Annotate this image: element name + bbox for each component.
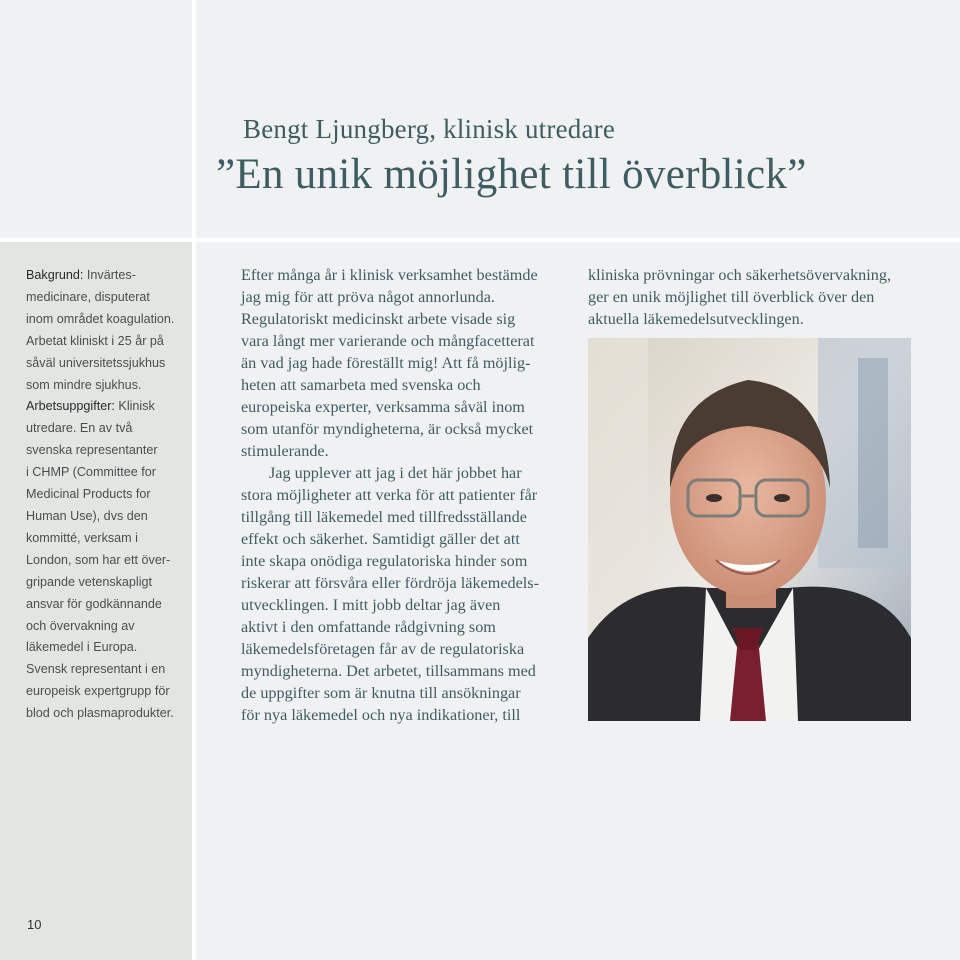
bio-line [26,703,191,725]
text-line: tillgång till läkemedel med tillfredsställande [241,508,527,526]
bio-text-segment: utredare. En av två [26,421,133,436]
bio-text-segment: Arbetat kliniskt i 25 år på [26,333,164,348]
text-line: för nya läkemedel och nya indikationer, till [241,706,521,724]
bio-line [26,659,191,681]
bio-line [26,418,191,440]
page-number: 10 [27,917,42,932]
text-line: stora möjligheter att verka för att patienter får [241,486,538,504]
bio-text-segment: Invärtes- [83,268,136,282]
article-title: ”En unik möjlighet till överblick” [216,151,807,198]
bio-line [26,484,191,506]
top-left-panel [0,0,192,238]
bio-line [26,681,191,703]
text-line: ger en unik möjlighet till överblick över den [588,288,875,306]
text-line: heten att samarbeta med svenska och [241,376,481,394]
text-line: stimulerande. [241,442,329,460]
bio-line [26,462,191,484]
text-line: Regulatoriskt medicinskt arbete visade sig [241,310,516,328]
bio-text-segment: läkemedel i Europa. [26,640,138,655]
text-line: som utanför myndigheterna, är också mycket [241,420,534,438]
text-line: Jag upplever att jag i det här jobbet har [269,464,522,482]
text-line: aktuella läkemedelsutvecklingen. [588,310,804,328]
bio-line [26,637,191,659]
bio-line [26,309,191,331]
bio-line [26,396,191,418]
bio-text-segment: Klinisk [114,399,155,414]
bio-line [26,375,191,397]
bio-text-segment: som mindre sjukhus. [26,377,142,392]
article-column-1 [241,264,571,726]
text-line: effekt och säkerhet. Samtidigt gäller det att [241,530,520,548]
text-line: de uppgifter som är knutna till ansökningar [241,684,521,702]
bio-text-segment: Medicinal Products for [26,487,151,502]
text-line: än vad jag hade föreställt mig! Att få möjlig- [241,354,531,372]
bio-label: Bakgrund: [26,268,84,282]
text-line: myndigheterna. Det arbetet, tillsammans med [241,662,536,680]
bio-text-segment: Svensk representant i en [26,662,166,677]
text-line: vara långt mer varierande och mångfacetterat [241,332,535,350]
bio-text-segment: såväl universitetssjukhus [26,355,166,370]
article-column-2 [588,264,918,330]
bio-text-segment: inom området koagulation. [26,311,175,326]
text-line: kliniska prövningar och säkerhetsövervakning, [588,266,891,284]
text-line: jag mig för att pröva något annorlunda. [241,288,495,306]
bio-text-segment: i CHMP (Committee for [26,465,156,480]
bio-line [26,440,191,462]
bio-line [26,353,191,375]
bio-line [26,506,191,528]
bio-label: Arbetsuppgifter: [26,399,115,414]
text-line: europeiska experter, verksamma såväl inom [241,398,525,416]
bio-line [26,287,191,309]
bio-text-segment: ansvar för godkännande [26,596,162,611]
text-line: aktivt i den omfattande rådgivning som [241,618,496,636]
bio-line [26,265,191,287]
bio-text-segment: Human Use), dvs den [26,508,148,523]
text-line: inte skapa onödiga regulatoriska hinder som [241,552,528,570]
bio-text-segment: gripande vetenskapligt [26,574,153,589]
text-line: Efter många år i klinisk verksamhet bestämde [241,266,538,284]
bio-line [26,331,191,353]
bio-text-segment: europeisk expertgrupp för [26,684,170,699]
text-line: utvecklingen. I mitt jobb deltar jag även [241,596,501,614]
bio-line [26,572,191,594]
bio-text-segment: London, som har ett över- [26,552,171,567]
bio-text-segment: blod och plasmaprodukter. [26,706,174,721]
bio-line [26,528,191,550]
bio-line [26,616,191,638]
bio-text-segment: medicinare, disputerat [26,289,150,304]
text-line: läkemedelsföretagen får av de regulatoriska [241,640,525,658]
bio-line [26,594,191,616]
author-name: Bengt Ljungberg, klinisk utredare [243,114,616,144]
bio-text-segment: svenska representanter [26,443,158,458]
text-line: riskerar att försvåra eller fördröja läkemedels- [241,574,539,592]
bio-text-segment: kommitté, verksam i [26,530,138,545]
bio-text-segment: och övervakning av [26,618,135,633]
bio-text [26,265,191,725]
portrait-photo [588,338,911,721]
bio-line [26,550,191,572]
